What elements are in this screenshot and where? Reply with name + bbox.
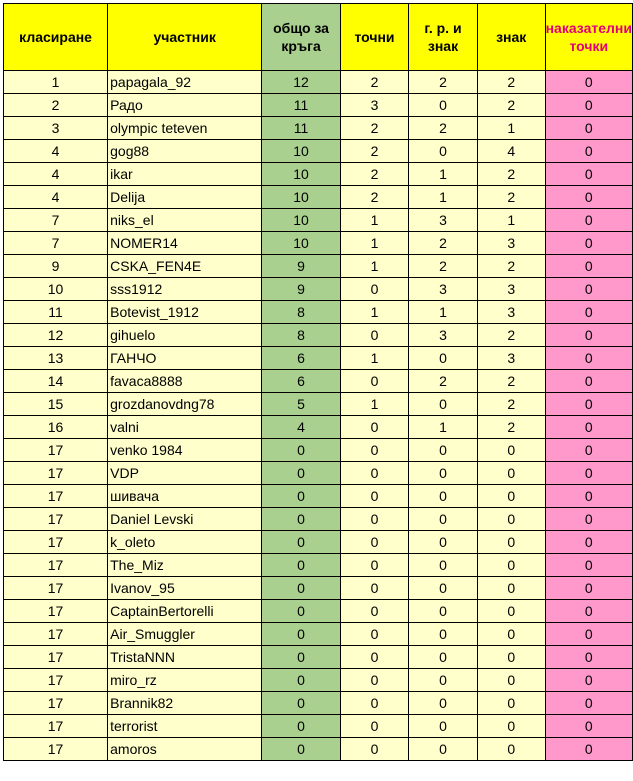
cell-round-total: 6: [262, 347, 341, 370]
cell-sign: 2: [477, 94, 545, 117]
cell-goal-diff-sign: 3: [409, 278, 478, 301]
table-row: [4, 669, 633, 692]
cell-round-total: 11: [262, 117, 341, 140]
table-row: [4, 278, 633, 301]
cell-penalty: 0: [545, 623, 632, 646]
cell-goal-diff-sign: 0: [409, 140, 478, 163]
cell-participant: Радо: [108, 94, 262, 117]
cell-round-total: 10: [262, 186, 341, 209]
cell-rank: 10: [4, 278, 108, 301]
cell-participant: terrorist: [108, 715, 262, 738]
cell-goal-diff-sign: 2: [409, 370, 478, 393]
cell-round-total: 8: [262, 324, 341, 347]
cell-exact: 0: [340, 324, 408, 347]
cell-penalty: 0: [545, 324, 632, 347]
cell-penalty: 0: [545, 255, 632, 278]
cell-goal-diff-sign: 2: [409, 232, 478, 255]
cell-participant: sss1912: [108, 278, 262, 301]
cell-participant: Daniel Levski: [108, 508, 262, 531]
table-row: [4, 117, 633, 140]
cell-penalty: 0: [545, 531, 632, 554]
cell-participant: ikar: [108, 163, 262, 186]
header-row: [4, 4, 633, 71]
cell-rank: 4: [4, 140, 108, 163]
cell-sign: 2: [477, 186, 545, 209]
cell-participant: VDP: [108, 462, 262, 485]
cell-sign: 0: [477, 715, 545, 738]
table-row: [4, 623, 633, 646]
cell-exact: 2: [340, 186, 408, 209]
cell-participant: шивача: [108, 485, 262, 508]
table-row: [4, 692, 633, 715]
table-row: [4, 531, 633, 554]
cell-goal-diff-sign: 2: [409, 71, 478, 94]
cell-sign: 2: [477, 416, 545, 439]
cell-sign: 3: [477, 278, 545, 301]
cell-sign: 0: [477, 600, 545, 623]
cell-penalty: 0: [545, 416, 632, 439]
table-row: [4, 71, 633, 94]
cell-exact: 1: [340, 347, 408, 370]
cell-participant: amoros: [108, 738, 262, 761]
cell-round-total: 0: [262, 508, 341, 531]
cell-participant: Ivanov_95: [108, 577, 262, 600]
table-row: [4, 255, 633, 278]
cell-participant: valni: [108, 416, 262, 439]
cell-goal-diff-sign: 0: [409, 439, 478, 462]
header-goal-diff-sign: г. р. и знак: [409, 4, 478, 71]
cell-rank: 17: [4, 485, 108, 508]
cell-exact: 0: [340, 485, 408, 508]
cell-round-total: 0: [262, 692, 341, 715]
cell-rank: 15: [4, 393, 108, 416]
cell-round-total: 6: [262, 370, 341, 393]
cell-exact: 1: [340, 209, 408, 232]
cell-round-total: 10: [262, 163, 341, 186]
cell-round-total: 0: [262, 623, 341, 646]
cell-exact: 3: [340, 94, 408, 117]
cell-sign: 2: [477, 324, 545, 347]
cell-rank: 17: [4, 669, 108, 692]
cell-participant: Botevist_1912: [108, 301, 262, 324]
cell-penalty: 0: [545, 301, 632, 324]
cell-participant: gog88: [108, 140, 262, 163]
cell-exact: 0: [340, 600, 408, 623]
cell-penalty: 0: [545, 71, 632, 94]
cell-participant: gihuelo: [108, 324, 262, 347]
header-exact: точни: [340, 4, 408, 71]
cell-rank: 17: [4, 600, 108, 623]
table-row: [4, 163, 633, 186]
cell-penalty: 0: [545, 508, 632, 531]
cell-exact: 0: [340, 531, 408, 554]
cell-participant: The_Miz: [108, 554, 262, 577]
cell-rank: 17: [4, 439, 108, 462]
cell-participant: venko 1984: [108, 439, 262, 462]
header-sign: знак: [477, 4, 545, 71]
cell-goal-diff-sign: 0: [409, 577, 478, 600]
cell-exact: 0: [340, 646, 408, 669]
cell-goal-diff-sign: 0: [409, 554, 478, 577]
cell-rank: 4: [4, 163, 108, 186]
cell-exact: 0: [340, 439, 408, 462]
cell-round-total: 0: [262, 439, 341, 462]
table-row: [4, 94, 633, 117]
standings-table: [3, 3, 633, 761]
cell-rank: 9: [4, 255, 108, 278]
cell-exact: 1: [340, 232, 408, 255]
cell-participant: papagala_92: [108, 71, 262, 94]
cell-sign: 0: [477, 577, 545, 600]
table-row: [4, 738, 633, 761]
cell-penalty: 0: [545, 462, 632, 485]
cell-rank: 7: [4, 209, 108, 232]
table-row: [4, 301, 633, 324]
cell-goal-diff-sign: 0: [409, 738, 478, 761]
cell-round-total: 0: [262, 715, 341, 738]
cell-goal-diff-sign: 3: [409, 209, 478, 232]
cell-exact: 2: [340, 140, 408, 163]
cell-rank: 17: [4, 554, 108, 577]
cell-rank: 12: [4, 324, 108, 347]
cell-rank: 11: [4, 301, 108, 324]
cell-round-total: 9: [262, 278, 341, 301]
cell-rank: 16: [4, 416, 108, 439]
cell-sign: 2: [477, 163, 545, 186]
cell-round-total: 0: [262, 600, 341, 623]
cell-goal-diff-sign: 3: [409, 324, 478, 347]
cell-round-total: 10: [262, 140, 341, 163]
cell-exact: 0: [340, 462, 408, 485]
cell-sign: 0: [477, 646, 545, 669]
cell-round-total: 12: [262, 71, 341, 94]
cell-exact: 0: [340, 370, 408, 393]
cell-goal-diff-sign: 1: [409, 416, 478, 439]
cell-rank: 1: [4, 71, 108, 94]
cell-sign: 4: [477, 140, 545, 163]
cell-participant: CaptainBertorelli: [108, 600, 262, 623]
cell-exact: 1: [340, 301, 408, 324]
cell-goal-diff-sign: 0: [409, 646, 478, 669]
cell-penalty: 0: [545, 692, 632, 715]
cell-goal-diff-sign: 1: [409, 163, 478, 186]
table-row: [4, 439, 633, 462]
cell-round-total: 0: [262, 462, 341, 485]
header-penalty: наказателни точки: [545, 4, 632, 71]
cell-sign: 3: [477, 301, 545, 324]
cell-exact: 2: [340, 71, 408, 94]
cell-participant: TristaNNN: [108, 646, 262, 669]
cell-penalty: 0: [545, 439, 632, 462]
cell-participant: niks_el: [108, 209, 262, 232]
cell-exact: 0: [340, 577, 408, 600]
cell-sign: 3: [477, 232, 545, 255]
cell-rank: 17: [4, 646, 108, 669]
cell-sign: 0: [477, 623, 545, 646]
cell-sign: 1: [477, 117, 545, 140]
cell-sign: 0: [477, 508, 545, 531]
cell-penalty: 0: [545, 738, 632, 761]
cell-goal-diff-sign: 0: [409, 600, 478, 623]
cell-sign: 1: [477, 209, 545, 232]
cell-penalty: 0: [545, 209, 632, 232]
cell-exact: 1: [340, 393, 408, 416]
cell-goal-diff-sign: 0: [409, 692, 478, 715]
table-row: [4, 462, 633, 485]
cell-rank: 17: [4, 715, 108, 738]
cell-goal-diff-sign: 1: [409, 186, 478, 209]
cell-participant: miro_rz: [108, 669, 262, 692]
cell-sign: 2: [477, 393, 545, 416]
cell-goal-diff-sign: 0: [409, 531, 478, 554]
cell-round-total: 0: [262, 577, 341, 600]
cell-exact: 0: [340, 715, 408, 738]
cell-round-total: 11: [262, 94, 341, 117]
cell-round-total: 0: [262, 738, 341, 761]
header-rank: класиране: [4, 4, 108, 71]
cell-rank: 17: [4, 577, 108, 600]
cell-sign: 2: [477, 71, 545, 94]
table-row: [4, 232, 633, 255]
cell-penalty: 0: [545, 600, 632, 623]
cell-rank: 17: [4, 531, 108, 554]
header-participant: участник: [108, 4, 262, 71]
cell-goal-diff-sign: 0: [409, 485, 478, 508]
cell-rank: 14: [4, 370, 108, 393]
cell-sign: 0: [477, 669, 545, 692]
cell-penalty: 0: [545, 140, 632, 163]
table-row: [4, 186, 633, 209]
cell-goal-diff-sign: 0: [409, 508, 478, 531]
cell-penalty: 0: [545, 186, 632, 209]
cell-rank: 3: [4, 117, 108, 140]
cell-sign: 0: [477, 439, 545, 462]
cell-penalty: 0: [545, 163, 632, 186]
cell-round-total: 0: [262, 485, 341, 508]
table-row: [4, 209, 633, 232]
cell-goal-diff-sign: 0: [409, 94, 478, 117]
cell-goal-diff-sign: 2: [409, 117, 478, 140]
table-row: [4, 416, 633, 439]
cell-penalty: 0: [545, 393, 632, 416]
cell-rank: 17: [4, 508, 108, 531]
table-row: [4, 508, 633, 531]
cell-rank: 13: [4, 347, 108, 370]
cell-round-total: 9: [262, 255, 341, 278]
cell-rank: 4: [4, 186, 108, 209]
cell-exact: 2: [340, 117, 408, 140]
cell-penalty: 0: [545, 669, 632, 692]
cell-exact: 1: [340, 255, 408, 278]
cell-round-total: 0: [262, 669, 341, 692]
cell-exact: 0: [340, 508, 408, 531]
cell-rank: 17: [4, 692, 108, 715]
cell-exact: 0: [340, 623, 408, 646]
cell-exact: 0: [340, 692, 408, 715]
cell-round-total: 4: [262, 416, 341, 439]
cell-participant: olympic teteven: [108, 117, 262, 140]
cell-goal-diff-sign: 1: [409, 301, 478, 324]
cell-round-total: 0: [262, 554, 341, 577]
cell-participant: grozdanovdng78: [108, 393, 262, 416]
cell-participant: Air_Smuggler: [108, 623, 262, 646]
cell-penalty: 0: [545, 646, 632, 669]
cell-penalty: 0: [545, 485, 632, 508]
table-row: [4, 485, 633, 508]
table-header: [4, 4, 633, 71]
cell-goal-diff-sign: 0: [409, 669, 478, 692]
cell-participant: NOMER14: [108, 232, 262, 255]
table-row: [4, 600, 633, 623]
cell-penalty: 0: [545, 117, 632, 140]
cell-penalty: 0: [545, 347, 632, 370]
cell-round-total: 8: [262, 301, 341, 324]
table-row: [4, 324, 633, 347]
cell-sign: 2: [477, 370, 545, 393]
cell-exact: 0: [340, 738, 408, 761]
cell-penalty: 0: [545, 278, 632, 301]
cell-sign: 0: [477, 531, 545, 554]
cell-penalty: 0: [545, 94, 632, 117]
cell-rank: 2: [4, 94, 108, 117]
cell-exact: 0: [340, 416, 408, 439]
cell-participant: favaca8888: [108, 370, 262, 393]
table-row: [4, 393, 633, 416]
cell-sign: 0: [477, 554, 545, 577]
cell-sign: 0: [477, 692, 545, 715]
cell-penalty: 0: [545, 577, 632, 600]
cell-penalty: 0: [545, 232, 632, 255]
cell-penalty: 0: [545, 554, 632, 577]
cell-rank: 17: [4, 623, 108, 646]
cell-participant: Brannik82: [108, 692, 262, 715]
table-row: [4, 577, 633, 600]
cell-participant: ГАНЧО: [108, 347, 262, 370]
cell-sign: 2: [477, 255, 545, 278]
cell-goal-diff-sign: 0: [409, 347, 478, 370]
cell-round-total: 0: [262, 531, 341, 554]
cell-rank: 7: [4, 232, 108, 255]
cell-goal-diff-sign: 0: [409, 623, 478, 646]
table-row: [4, 140, 633, 163]
cell-goal-diff-sign: 0: [409, 462, 478, 485]
cell-sign: 3: [477, 347, 545, 370]
cell-goal-diff-sign: 0: [409, 393, 478, 416]
table-row: [4, 646, 633, 669]
table-row: [4, 347, 633, 370]
cell-goal-diff-sign: 2: [409, 255, 478, 278]
cell-sign: 0: [477, 738, 545, 761]
cell-sign: 0: [477, 462, 545, 485]
cell-rank: 17: [4, 462, 108, 485]
table-row: [4, 715, 633, 738]
cell-exact: 2: [340, 163, 408, 186]
cell-exact: 0: [340, 669, 408, 692]
cell-rank: 17: [4, 738, 108, 761]
table-row: [4, 370, 633, 393]
cell-participant: Delija: [108, 186, 262, 209]
cell-penalty: 0: [545, 715, 632, 738]
cell-round-total: 10: [262, 232, 341, 255]
cell-goal-diff-sign: 0: [409, 715, 478, 738]
cell-round-total: 0: [262, 646, 341, 669]
cell-round-total: 10: [262, 209, 341, 232]
cell-participant: k_oleto: [108, 531, 262, 554]
cell-exact: 0: [340, 278, 408, 301]
table-body: [4, 71, 633, 761]
cell-round-total: 5: [262, 393, 341, 416]
header-round-total: общо за кръга: [262, 4, 341, 71]
cell-sign: 0: [477, 485, 545, 508]
cell-participant: CSKA_FEN4E: [108, 255, 262, 278]
cell-exact: 0: [340, 554, 408, 577]
table-row: [4, 554, 633, 577]
cell-penalty: 0: [545, 370, 632, 393]
